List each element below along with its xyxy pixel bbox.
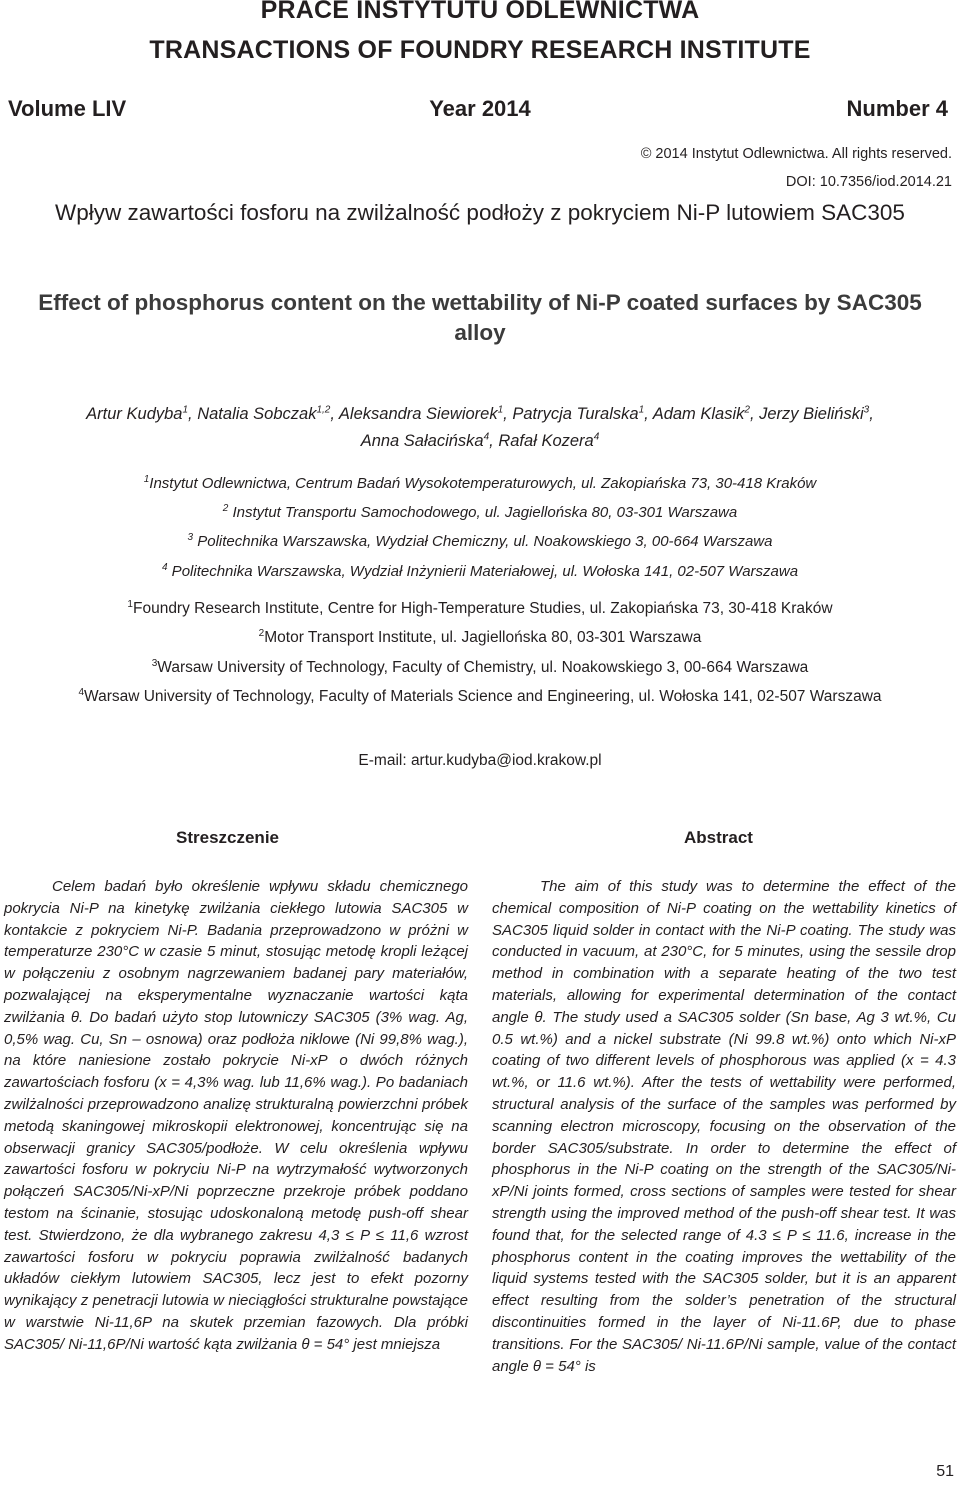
year-label: Year 2014: [429, 96, 531, 121]
author: Natalia Sobczak$^{1,2}$,: [197, 404, 339, 423]
affiliation-en: $^4$Warsaw University of Technology, Faculty of Materials Science and Engineering, ul. Wołoska 141, 02-507 Warszawa: [78, 687, 882, 706]
number-label: Number 4: [846, 96, 948, 121]
author: Artur Kudyba$^1$,: [86, 404, 198, 423]
affiliation-pl: $^3$ Politechnika Warszawska, Wydział Chemiczny, ul. Noakowskiego 3, 00-664 Warszawa: [187, 532, 773, 550]
author: Aleksandra Siewiorek$^1$,: [338, 404, 513, 423]
copyright-notice: © 2014 Instytut Odlewnictwa. All rights reserved.: [640, 146, 952, 162]
abstract-text: The aim of this study was to determine the effect of the chemical composition of Ni-P coating on the wettability kinetics of SAC305 liquid solder in contact with the Ni-P coating. The study was conducted in vacuum, at 230°C, for 5 minutes, using the sessile drop method in combination with a separate heating of the two test materials, allowing for experimental determination of the contact angle θ. The study used a SAC305 solder (Sn base, Ag 3 wt.%, Cu 0.5 wt.%) and a nickel substrate (Ni 99.8 wt.%) onto which Ni-xP coating of two different levels of phosphorous was applied (x = 4.3 wt.%, or 11.6 wt.%). After the tests of wettability were performed, structural analysis of the surface of the samples was performed by scanning electron microscopy, focusing on the observation of the border SAC305/substrate. In order to determine the effect of phosphorus in the Ni-P coating on the strength of the SAC305/Ni-xP/Ni joints formed, cross sections of samples were tested for shear strength using the improved method of the push-off shear test. It was found that, for the selected range of 4.3 ≤ P ≤ 11.6, increase in the phosphorus content in the coating improves the wettability of the liquid systems tested with the SAC305 solder, but it is an apparent effect resulting from the solder’s penetration of the structural discontinuities formed in the layer of Ni-11.6P, due to phase transitions. For the SAC305/ Ni-11.6P/Ni sample, value of the contact angle θ = 54° is: [492, 878, 956, 1375]
affiliation-pl: $^2$ Instytut Transportu Samochodowego, ul. Jagiellońska 80, 03-301 Warszawa: [222, 503, 738, 521]
affiliation-pl: $^4$ Politechnika Warszawska, Wydział Inżynierii Materiałowej, ul. Wołoska 141, 02-507 Warszawa: [161, 562, 799, 580]
streszczenie-body: [4, 876, 468, 1356]
affiliation-pl: $^1$Instytut Odlewnictwa, Centrum Badań Wysokotemperaturowych, ul. Zakopiańska 73, 30-418 Kraków: [143, 474, 817, 492]
journal-title-en: TRANSACTIONS OF FOUNDRY RESEARCH INSTITUTE: [149, 36, 811, 64]
page-number: 51: [936, 1463, 954, 1480]
author: Patrycja Turalska$^1$,: [512, 404, 653, 423]
author: Anna Sałacińska$^4$,: [360, 431, 499, 450]
journal-title-pl: PRACE INSTYTUTU ODLEWNICTWA: [260, 0, 700, 24]
streszczenie-text: Celem badań było określenie wpływu składu chemicznego pokrycia Ni-P na kinetykę zwilżania ciekłego lutowia SAC305 w kontakcie z pokryciem Ni-P. Badania przeprowadzono w próżni w temperaturze 230°C w czasie 5 minut, stosując metodę kropli leżącej w połączeniu z osobnym nagrzewaniem badanej pary materiałów, pozwalającej na eksperymentalne wyznaczanie wartości kąta zwilżania θ. Do badań użyto stop lutowniczy SAC305 (3% wag. Ag, 0,5% wag. Cu, Sn – osnowa) oraz podłoża niklowe (Ni 99,8% wag.), na które naniesione zostało pokrycie Ni-xP o dwóch różnych zawartościach fosforu (x = 4,3% wag. lub 11,6% wag.). Po badaniach zwilżalności przeprowadzono analizę strukturalną powierzchni próbek metodą skaningowej mikroskopii elektronowej, koncentrując się na obserwacji granicy SAC305/podłoże. W celu określenia wpływu zawartości fosforu w pokryciu Ni-P na wytrzymałość wytworzonych połączeń SAC305/Ni-xP/Ni poprzeczne przekroje próbek poddano testom na ścinanie, stosując udoskonaloną metodę push-off shear test. Stwierdzono, że dla wybranego zakresu 4,3 ≤ P ≤ 11,6 wzrost zawartości fosforu w pokryciu poprawia zwilżalność badanych układów ciekłym lutowiem SAC305, lecz jest to efekt pozorny wynikający z penetracji lutowia w nieciągłości strukturalne powstające w warstwie Ni-11,6P na skutek przemian fazowych. Dla próbki SAC305/ Ni-11,6P/Ni wartość kąta zwilżania θ = 54° jest mniejsza: [4, 878, 468, 1353]
affiliation-en: $^3$Warsaw University of Technology, Faculty of Chemistry, ul. Noakowskiego 3, 00-664 Warszawa: [151, 658, 809, 677]
abstract-heading: Abstract: [684, 828, 753, 847]
author: Rafał Kozera$^4$: [498, 431, 600, 450]
author-list: [10, 398, 950, 453]
volume-label: Volume LIV: [8, 96, 127, 121]
affiliation-en: $^2$Motor Transport Institute, ul. Jagiellońska 80, 03-301 Warszawa: [258, 628, 702, 647]
article-title-pl: Wpływ zawartości fosforu na zwilżalność podłoży z pokryciem Ni-P lutowiem SAC305: [55, 200, 905, 225]
doi: DOI: 10.7356/iod.2014.21: [785, 174, 952, 190]
article-title-en: Effect of phosphorus content on the wettability of Ni-P coated surfaces by SAC305 alloy: [38, 290, 922, 345]
streszczenie-heading: Streszczenie: [176, 828, 279, 847]
contact-email[interactable]: E-mail: artur.kudyba@iod.krakow.pl: [358, 752, 602, 769]
abstract-body: [492, 876, 956, 1377]
author: Adam Klasik$^2$,: [652, 404, 760, 423]
affiliation-en: $^1$Foundry Research Institute, Centre for High-Temperature Studies, ul. Zakopiańska 73, 30-418 Kraków: [127, 599, 833, 618]
author: Jerzy Bieliński$^3$,: [759, 404, 874, 423]
